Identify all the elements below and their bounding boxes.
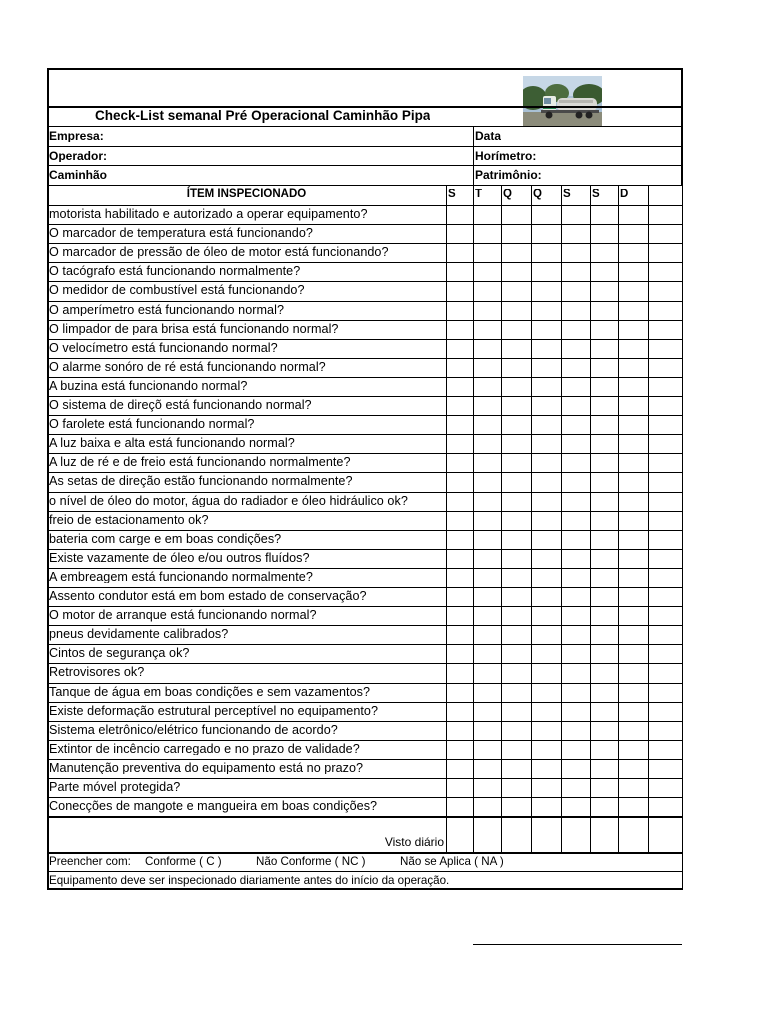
inspection-item: motorista habilitado e autorizado a operar equipamento? [49, 208, 368, 221]
v-rule [531, 818, 532, 852]
v-rule [681, 126, 683, 185]
h-rule [47, 530, 683, 531]
inspection-item: O sistema de direçõ está funcionando normal? [49, 399, 312, 412]
v-rule [618, 818, 619, 852]
h-rule [47, 740, 683, 741]
h-rule [47, 339, 683, 340]
h-rule [47, 68, 683, 70]
h-rule [47, 224, 683, 225]
h-rule [47, 683, 683, 684]
inspection-note: Equipamento deve ser inspecionado diariamente antes do início da operação. [49, 875, 450, 887]
v-rule [473, 185, 474, 816]
inspection-item: Tanque de água em boas condições e sem vazamentos? [49, 685, 371, 699]
horimetro-label: Horímetro: [475, 150, 537, 162]
inspection-item: O amperímetro está funcionando normal? [49, 303, 285, 317]
h-rule [47, 644, 683, 645]
h-rule [47, 549, 683, 550]
v-rule [561, 818, 562, 852]
checklist-sheet [47, 68, 683, 890]
inspection-item: Existe vazamente de óleo e/ou outros fluídos? [49, 551, 310, 565]
h-rule [47, 816, 683, 818]
inspection-item: O marcador de pressão de óleo de motor está funcionando? [49, 246, 389, 259]
h-rule [47, 301, 683, 302]
h-rule [47, 320, 683, 321]
v-rule [501, 818, 502, 852]
day-header: Q [533, 189, 542, 200]
v-rule [682, 185, 683, 890]
visto-diario-label: Visto diário [384, 836, 444, 848]
inspection-item: O limpador de para brisa está funcionando normal? [49, 322, 339, 336]
h-rule [47, 396, 683, 397]
v-rule [590, 185, 591, 816]
inspection-item: O tacógrafo está funcionando normalmente? [49, 265, 301, 278]
water-truck-photo [523, 76, 602, 126]
h-rule [47, 606, 683, 607]
v-rule [618, 185, 619, 816]
day-header: Q [503, 189, 512, 200]
h-rule [47, 165, 683, 166]
day-header: S [592, 189, 600, 200]
inspection-item: Manutenção preventiva do equipamento está no prazo? [49, 761, 364, 775]
inspection-item: pneus devidamente calibrados? [49, 628, 229, 641]
inspection-item: o nível de óleo do motor, água do radiador e óleo hidráulico ok? [49, 494, 408, 508]
v-rule [648, 818, 649, 852]
inspection-item: bateria com carge e em boas condições? [49, 532, 282, 546]
h-rule [47, 472, 683, 473]
h-rule [47, 663, 683, 664]
h-rule [47, 281, 683, 282]
h-rule [47, 185, 683, 186]
data-label: Data [475, 130, 502, 142]
inspection-item: Cintos de segurança ok? [49, 647, 190, 660]
inspection-item: O velocímetro está funcionando normal? [49, 341, 278, 355]
inspection-item: As setas de direção estão funcionando normalmente? [49, 475, 353, 488]
v-rule [473, 126, 474, 185]
inspection-item: O marcador de temperatura está funcionando? [49, 227, 313, 240]
patrimonio-label: Patrimônio: [475, 169, 542, 181]
inspection-item: Extintor de incêncio carregado e no prazo de validade? [49, 742, 360, 756]
day-header: D [620, 189, 629, 200]
inspection-item: Retrovisores ok? [49, 666, 145, 679]
inspection-item: Sistema eletrônico/elétrico funcionando de acordo? [49, 723, 338, 737]
h-rule [47, 702, 683, 703]
inspection-item: A embreagem está funcionando normalmente? [49, 570, 313, 584]
h-rule [47, 377, 683, 378]
v-rule [446, 818, 447, 852]
signature-line [473, 944, 682, 945]
h-rule [47, 587, 683, 588]
v-rule [531, 185, 532, 816]
h-rule [47, 243, 683, 244]
legend-conforme: Conforme ( C ) [145, 856, 222, 868]
inspection-item: O medidor de combustível está funcionando? [49, 284, 305, 297]
day-header: S [563, 189, 571, 200]
inspection-item: Parte móvel protegida? [49, 781, 181, 794]
v-rule [47, 68, 49, 890]
h-rule [47, 888, 683, 890]
empresa-label: Empresa: [49, 130, 104, 142]
day-header: S [448, 189, 456, 200]
inspection-item: O motor de arranque está funcionando normal? [49, 609, 317, 622]
inspection-item: O alarme sonóro de ré está funcionando normal? [49, 360, 326, 374]
h-rule [47, 797, 683, 798]
inspection-item: Conecções de mangote e mangueira em boas condições? [49, 800, 378, 813]
v-rule [501, 185, 502, 816]
item-column-header: ÍTEM INSPECIONADO [186, 188, 307, 200]
inspection-item: A luz baixa e alta está funcionando normal? [49, 437, 295, 450]
h-rule [47, 205, 683, 206]
v-rule [590, 818, 591, 852]
h-rule [47, 146, 683, 147]
inspection-item: A luz de ré e de freio está funcionando normalmente? [49, 456, 351, 469]
h-rule [47, 106, 683, 108]
h-rule [47, 492, 683, 493]
v-rule [446, 185, 447, 816]
h-rule [47, 358, 683, 359]
h-rule [47, 778, 683, 779]
h-rule [47, 126, 683, 127]
page-title: Check-List semanal Pré Operacional Caminhão Pipa [95, 109, 431, 123]
day-header: T [475, 189, 483, 200]
inspection-item: Assento condutor está em bom estado de conservação? [49, 590, 367, 603]
h-rule [47, 511, 683, 512]
inspection-item: freio de estacionamento ok? [49, 513, 209, 527]
legend-nao-aplica: Não se Aplica ( NA ) [400, 856, 504, 868]
legend-nao-conforme: Não Conforme ( NC ) [256, 856, 366, 868]
inspection-item: O farolete está funcionando normal? [49, 418, 255, 431]
caminhao-label: Caminhão [49, 169, 108, 181]
inspection-item: A buzina está funcionando normal? [49, 379, 248, 393]
h-rule [47, 759, 683, 760]
h-rule [47, 871, 683, 872]
h-rule [47, 434, 683, 435]
h-rule [47, 721, 683, 722]
h-rule [47, 568, 683, 569]
v-rule [648, 185, 649, 816]
h-rule [47, 262, 683, 263]
v-rule [473, 818, 474, 852]
legend-prefix: Preencher com: [49, 856, 131, 868]
h-rule [47, 852, 683, 854]
h-rule [47, 625, 683, 626]
h-rule [47, 415, 683, 416]
operador-label: Operador: [49, 150, 108, 162]
v-rule [561, 185, 562, 816]
h-rule [47, 453, 683, 454]
inspection-item: Existe deformação estrutural perceptível no equipamento? [49, 704, 379, 718]
